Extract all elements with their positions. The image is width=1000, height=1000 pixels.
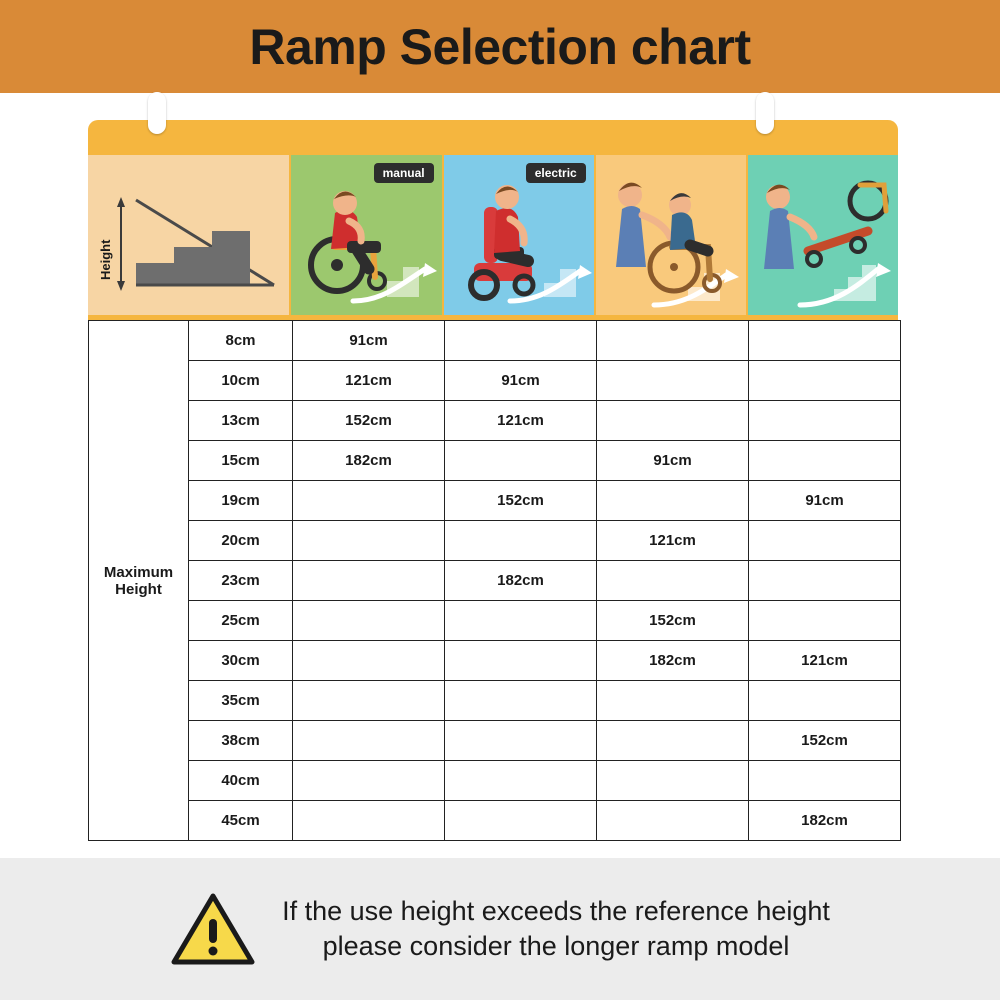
cell-manual xyxy=(293,481,445,521)
cell-electric: 91cm xyxy=(445,361,597,401)
cell-attendant-empty xyxy=(749,561,901,601)
cell-attendant xyxy=(597,321,749,361)
cell-attendant-empty xyxy=(749,601,901,641)
ramp-selection-table xyxy=(88,320,898,840)
cell-electric xyxy=(445,681,597,721)
table-row xyxy=(89,361,901,401)
attendant-pushed-wheelchair-icon xyxy=(596,155,746,315)
footer-line-2: please consider the longer ramp model xyxy=(322,931,790,961)
cell-manual: 182cm xyxy=(293,441,445,481)
cell-attendant-empty xyxy=(749,761,901,801)
page-header xyxy=(0,0,1000,93)
cell-electric xyxy=(445,601,597,641)
cell-attendant xyxy=(597,761,749,801)
cell-attendant xyxy=(597,801,749,841)
cell-attendant: 182cm xyxy=(597,641,749,681)
cell-electric xyxy=(445,761,597,801)
table-row xyxy=(89,801,901,841)
max-height-label-line1: Maximum xyxy=(103,563,174,581)
cell-manual xyxy=(293,681,445,721)
height-cell: 23cm xyxy=(189,561,293,601)
cell-attendant: 152cm xyxy=(597,601,749,641)
cell-attendant xyxy=(597,361,749,401)
cell-manual: 91cm xyxy=(293,321,445,361)
cell-attendant xyxy=(597,561,749,601)
electric-badge: electric xyxy=(526,163,586,183)
icon-header-row xyxy=(88,155,898,315)
cell-manual xyxy=(293,601,445,641)
cell-attendant: 121cm xyxy=(597,521,749,561)
manual-wheelchair-icon xyxy=(291,155,441,315)
cell-attendant-empty: 182cm xyxy=(749,801,901,841)
cell-attendant xyxy=(597,481,749,521)
cell-electric xyxy=(445,321,597,361)
table-row xyxy=(89,321,901,361)
cell-manual xyxy=(293,561,445,601)
page-title: Ramp Selection chart xyxy=(249,18,751,75)
height-cell: 8cm xyxy=(189,321,293,361)
cell-attendant xyxy=(597,401,749,441)
height-cell: 15cm xyxy=(189,441,293,481)
attendant-empty-wheelchair-icon xyxy=(748,155,898,315)
cell-electric xyxy=(445,721,597,761)
table-row xyxy=(89,681,901,721)
cell-attendant xyxy=(597,681,749,721)
footer-line-1: If the use height exceeds the reference height xyxy=(282,896,830,927)
cell-electric xyxy=(445,521,597,561)
height-cell: 19cm xyxy=(189,481,293,521)
cell-attendant xyxy=(597,721,749,761)
table-row xyxy=(89,601,901,641)
electric-wheelchair-icon xyxy=(444,155,594,315)
table-row xyxy=(89,641,901,681)
cell-attendant-empty xyxy=(749,441,901,481)
cell-attendant-empty: 152cm xyxy=(749,721,901,761)
table-row xyxy=(89,721,901,761)
height-cell: 10cm xyxy=(189,361,293,401)
height-cell: 30cm xyxy=(189,641,293,681)
cell-manual xyxy=(293,521,445,561)
table-row xyxy=(89,761,901,801)
row-axis-label xyxy=(89,321,189,841)
height-cell: 40cm xyxy=(189,761,293,801)
cell-electric xyxy=(445,641,597,681)
footer-text xyxy=(282,894,830,963)
cell-attendant-empty: 121cm xyxy=(749,641,901,681)
cell-manual xyxy=(293,801,445,841)
cell-electric: 182cm xyxy=(445,561,597,601)
cell-electric xyxy=(445,441,597,481)
cell-manual xyxy=(293,721,445,761)
cell-electric xyxy=(445,801,597,841)
cell-attendant-empty xyxy=(749,681,901,721)
cell-electric: 152cm xyxy=(445,481,597,521)
cell-attendant-empty: 91cm xyxy=(749,481,901,521)
cell-attendant-empty xyxy=(749,521,901,561)
table-row xyxy=(89,401,901,441)
table-row xyxy=(89,481,901,521)
cell-electric: 121cm xyxy=(445,401,597,441)
board-clip-left xyxy=(148,92,166,134)
board-clip-right xyxy=(756,92,774,134)
cell-manual: 152cm xyxy=(293,401,445,441)
height-cell: 20cm xyxy=(189,521,293,561)
warning-triangle-icon xyxy=(170,891,256,967)
footer-note xyxy=(0,858,1000,1000)
table-row xyxy=(89,561,901,601)
manual-badge: manual xyxy=(374,163,434,183)
max-height-label-line2: Height xyxy=(115,580,162,598)
cell-attendant-empty xyxy=(749,321,901,361)
height-cell: 38cm xyxy=(189,721,293,761)
cell-manual: 121cm xyxy=(293,361,445,401)
height-cell: 13cm xyxy=(189,401,293,441)
cell-attendant-empty xyxy=(749,401,901,441)
height-cell: 35cm xyxy=(189,681,293,721)
height-cell: 25cm xyxy=(189,601,293,641)
stairs-height-diagram-icon xyxy=(88,155,289,315)
cell-attendant-empty xyxy=(749,361,901,401)
cell-attendant: 91cm xyxy=(597,441,749,481)
height-cell: 45cm xyxy=(189,801,293,841)
cell-manual xyxy=(293,761,445,801)
svg-text:Height: Height xyxy=(98,239,113,280)
table-row xyxy=(89,441,901,481)
cell-manual xyxy=(293,641,445,681)
table-row xyxy=(89,521,901,561)
